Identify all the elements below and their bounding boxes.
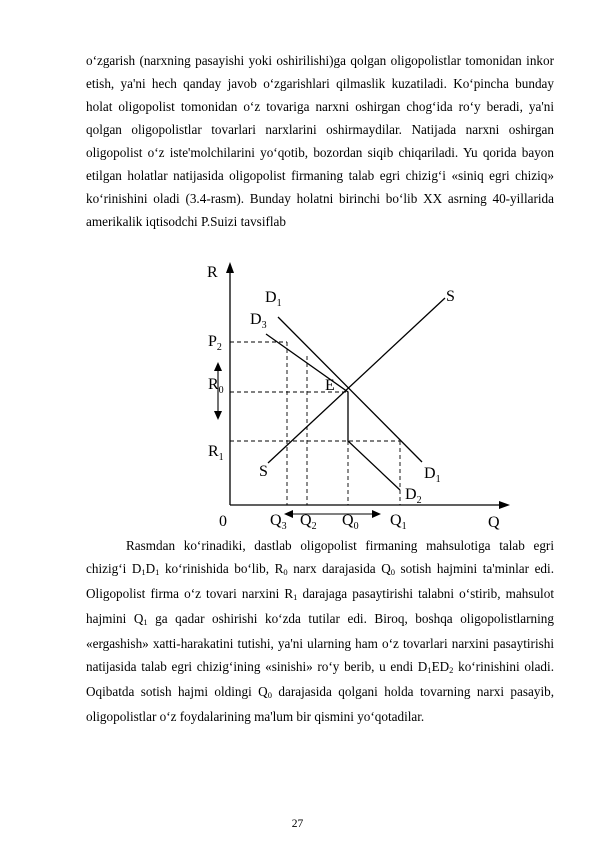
subscript-text: 1 (427, 665, 432, 676)
price-r1-label: $R_1$ (208, 443, 224, 463)
demand-d1-top-label: $D_1$ (265, 289, 282, 309)
equilibrium-label: E (325, 377, 335, 394)
supply-top-label: S (446, 288, 455, 305)
paragraph-text-run: ko‘rinishini oladi. Oqibatda sotish hajmi oldingi Q (86, 659, 554, 699)
paragraph-text-run: ga qadar oshirishi ko‘zda tutilar edi. Biroq, boshqa oligopolistlarning «ergashish» xatti-harakatini tutishi, ya'ni ularning ham o‘z tovarlari narxini pasaytirishi natijasida talab egri chizig‘ining «sinishi» ro‘y berib, u endi D (86, 611, 554, 674)
quantity-q1-label: $Q_1$ (390, 512, 407, 532)
price-arrow-down (214, 411, 222, 420)
subscript-text: 0 (283, 567, 288, 578)
quantity-arrow-right (372, 510, 381, 518)
subscript-text: 2 (449, 665, 454, 676)
origin-label: 0 (219, 513, 227, 530)
demand-d3-top-label: $D_3$ (250, 311, 267, 331)
paragraph-text-run: ED (431, 659, 450, 674)
subscript-text: 1 (293, 592, 298, 603)
x-axis-label: Q (488, 514, 500, 531)
paragraph-text-run: D (145, 561, 156, 576)
supply-bottom-label: S (259, 463, 268, 480)
subscript-text: 1 (141, 567, 146, 578)
y-axis-label: R (207, 264, 218, 281)
price-arrow-up (214, 362, 222, 371)
subscript-text: 1 (143, 617, 148, 628)
price-r0-label: $R_0$ (208, 376, 224, 396)
x-axis-arrow (499, 501, 510, 509)
quantity-q0-label: $Q_0$ (342, 512, 359, 532)
paragraph-text-run: narx darajasida Q (287, 561, 391, 576)
quantity-q2-label: $Q_2$ (300, 512, 317, 532)
paragraph-bottom (86, 534, 554, 728)
paragraph-text-run: Rasmdan ko‘rinadiki, dastlab oligopolist firmaning mahsulotiga talab egri chizig‘i D (86, 538, 554, 576)
paragraph-text-run: darajasida qolgani holda tovarning narxi pasayib, oligopolistlar o‘z foydalarining ma'lum bir qismini yo‘qotadilar. (86, 684, 554, 724)
y-axis-arrow (226, 262, 234, 273)
subscript-text: 0 (390, 567, 395, 578)
paragraph-text-run: darajaga pasaytirishi talabni o‘stirib, mahsulot hajmini Q (86, 586, 554, 626)
demand-d2-bottom-label: $D_2$ (405, 486, 422, 506)
paragraph-text-run: sotish hajmini ta'minlar edi. Oligopolist firma o‘z tovari narxini R (86, 561, 554, 601)
demand-d1-bottom-label: $D_1$ (424, 465, 441, 485)
quantity-q3-label: $Q_3$ (270, 512, 287, 532)
page-number: 27 (291, 818, 304, 830)
price-p2-label: $P_2$ (208, 333, 222, 353)
supply-line (268, 298, 445, 463)
demand-d2-line (266, 334, 400, 490)
subscript-text: 1 (155, 567, 160, 578)
paragraph-text-run: ko‘rinishida bo‘lib, R (159, 561, 284, 576)
paragraph-top: o‘zgarish (narxning pasayishi yoki oshirilishi)ga qolgan oligopolistlar tomonidan inkor etish, ya'ni hech qanday javob o‘zgarishlari qilmaslik kuzatiladi. Ko‘pincha bunday holat oligopolist tomonidan o‘z tovariga narxni oshirgan chog‘ida ro‘y beradi, ya'ni qolgan oligopolistlar tovarlari narxlarini oshirmaydilar. Natijada narxni oshirgan oligopolist o‘z iste'molchilarini yo‘qotib, bozordan siqib chiqariladi. Yu qorida bayon etilgan holatlar natijasida oligopolist firmaning talab egri chizig‘i «siniq egri chiziq» ko‘rinishini oladi (3.4-rasm). Bunday holatni birinchi bo‘lib XX asrning 40-yillarida amerikalik iqtisodchi P.Suizi tavsiflab (86, 53, 554, 229)
subscript-text: 0 (267, 690, 272, 701)
quantity-arrow-left (284, 510, 293, 518)
